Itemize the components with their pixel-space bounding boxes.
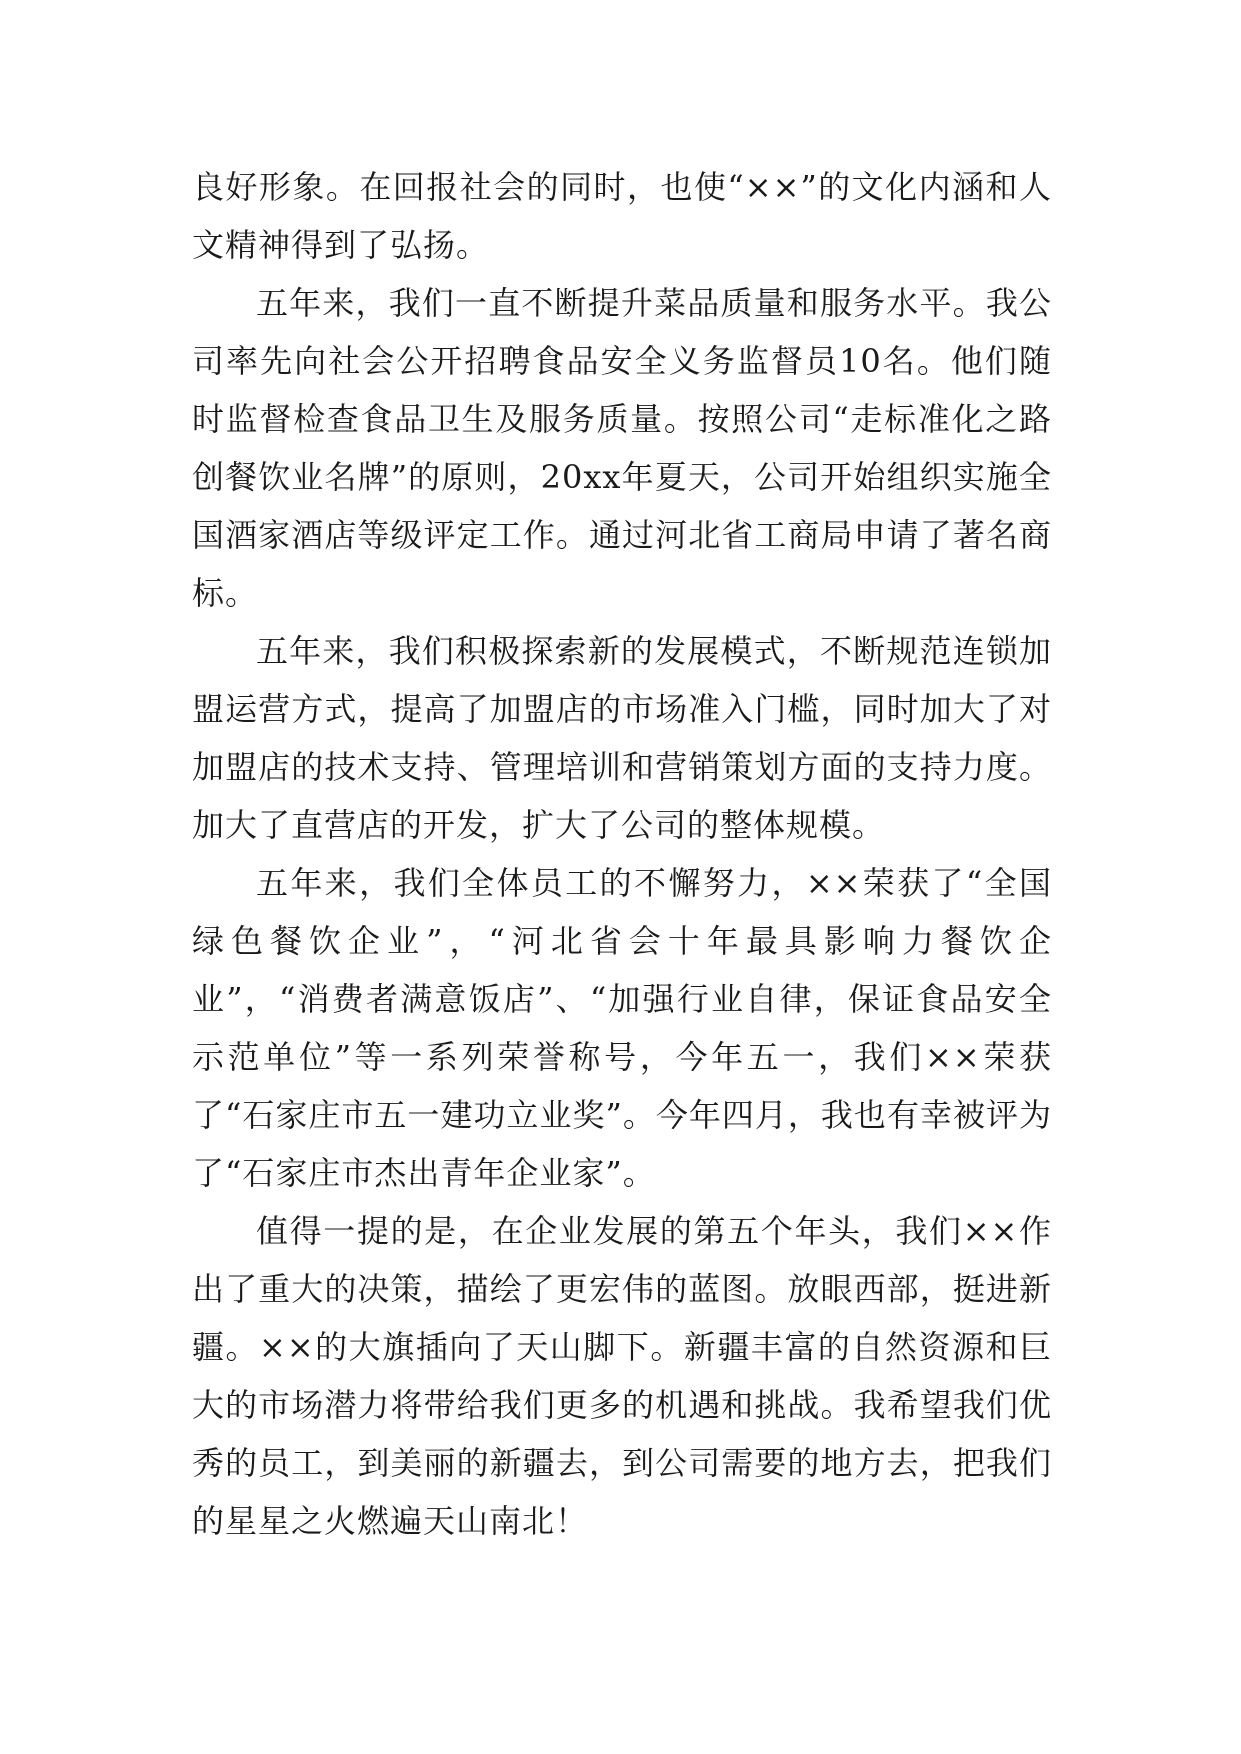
paragraph-4: 五年来，我们全体员工的不懈努力，××荣获了“全国绿色餐饮企业”，“河北省会十年最具影响力餐饮企业”，“消费者满意饭店”、“加强行业自律，保证食品安全示范单位”等一系列荣誉称号，今年五一，我们××荣获了“石家庄市五一建功立业奖”。今年四月，我也有幸被评为了“石家庄市杰出青年企业家”。 (192, 864, 1052, 1192)
document-body (192, 158, 1052, 1550)
paragraph-1: 良好形象。在回报社会的同时，也使“××”的文化内涵和人文精神得到了弘扬。 (192, 168, 1052, 264)
paragraph-5: 值得一提的是，在企业发展的第五个年头，我们××作出了重大的决策，描绘了更宏伟的蓝图。放眼西部，挺进新疆。××的大旗插向了天山脚下。新疆丰富的自然资源和巨大的市场潜力将带给我们更多的机遇和挑战。我希望我们优秀的员工，到美丽的新疆去，到公司需要的地方去，把我们的星星之火燃遍天山南北！ (192, 1212, 1052, 1540)
paragraph-3: 五年来，我们积极探索新的发展模式，不断规范连锁加盟运营方式，提高了加盟店的市场准入门槛，同时加大了对加盟店的技术支持、管理培训和营销策划方面的支持力度。加大了直营店的开发，扩大了公司的整体规模。 (192, 632, 1052, 844)
paragraph-2: 五年来，我们一直不断提升菜品质量和服务水平。我公司率先向社会公开招聘食品安全义务监督员10名。他们随时监督检查食品卫生及服务质量。按照公司“走标准化之路创餐饮业名牌”的原则，20xx年夏天，公司开始组织实施全国酒家酒店等级评定工作。通过河北省工商局申请了著名商标。 (192, 284, 1052, 612)
